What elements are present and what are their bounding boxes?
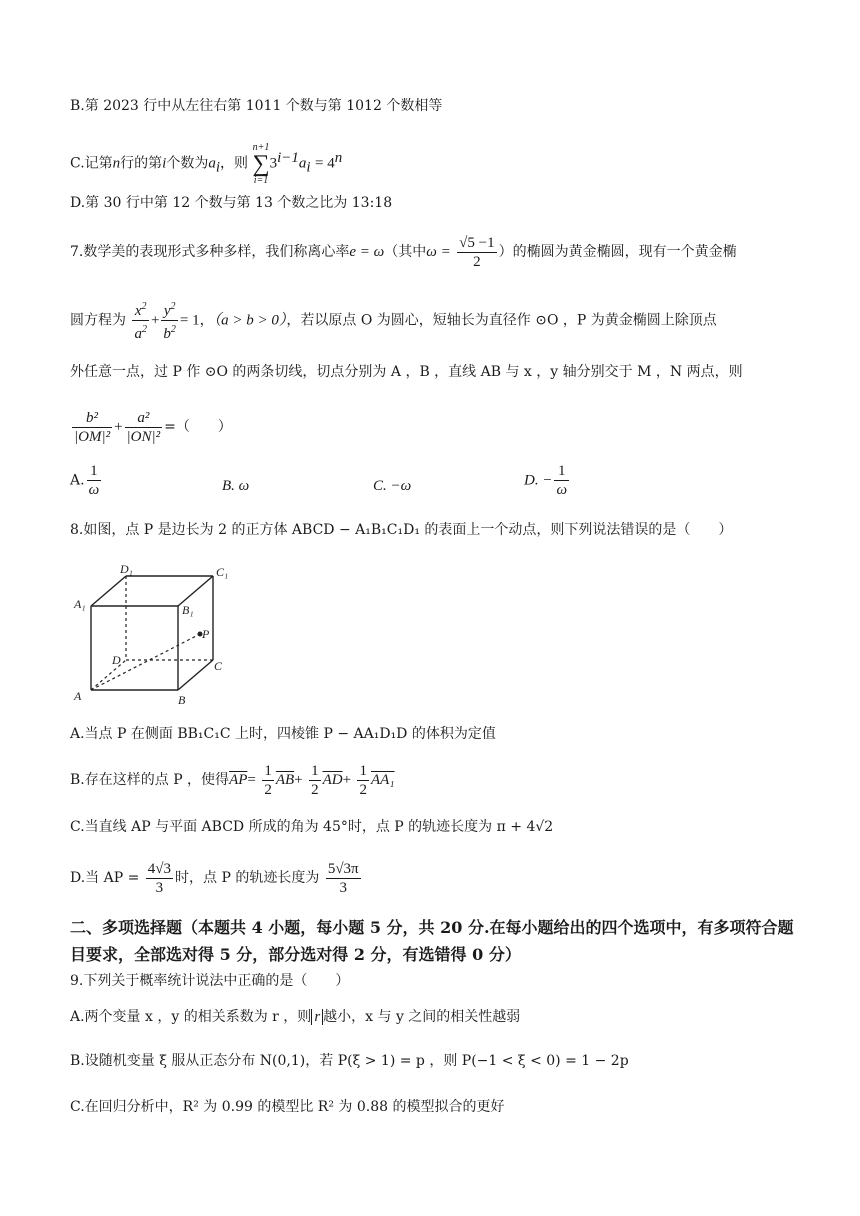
- section-heading-multiple-choice: 二、多项选择题（本题共 4 小题，每小题 5 分，共 20 分.在每小题给出的四个选项中，有多项符合题目要求，全部选对得 5 分，部分选对得 2 分，有选错得 0 分）: [70, 918, 794, 964]
- b2-over-om2: $\frac{\text{b²}}{\text{|OM|²}}$: [74, 409, 111, 445]
- label-c: C: [214, 659, 223, 673]
- q8-stem: 8.如图，点 P 是边长为 2 的正方体 ABCD − A₁B₁C₁D₁ 的表面上一个动点，则下列说法错误的是（ ）: [70, 522, 733, 538]
- label-p: P: [202, 627, 210, 641]
- q7-stem-line3: 外任意一点，过 P 作 ⊙O 的两条切线，切点分别为 A ，B ，直线 AB 与 x ，y 轴分别交于 M ，N 两点，则: [70, 364, 743, 380]
- q9-option-a: A.两个变量 x ，y 的相关系数为 r ，则 r 越小，x 与 y 之间的相关性越弱: [70, 1009, 521, 1025]
- label-c1: C₁: [216, 565, 229, 579]
- q6-option-d: D.第 30 行中第 12 个数与第 13 个数之比为 13:18: [70, 195, 393, 211]
- golden-ratio-fraction: $\frac{√5 -1}{2}$: [459, 234, 495, 270]
- q9-option-c: C.在回归分析中，R² 为 0.99 的模型比 R² 为 0.88 的模型拟合的更好: [70, 1099, 505, 1115]
- q7-option-c: C. −ω: [373, 478, 412, 494]
- y-squared-over-b-squared: $\frac{y^2}{b^2}$: [161, 298, 178, 343]
- label-a: A: [74, 689, 82, 703]
- summation-symbol: n+1 ∑ i=1: [252, 141, 270, 186]
- q8-option-b: B.存在这样的点 P ，使得$\overline{AP}=$ $\frac{1}{2}$ $\overline{AB}+$ $\frac{1}{2}$ $\overline{AD}+$ $\frac{1}{2}$ AA₁: [70, 762, 395, 798]
- label-b1: B₁: [182, 603, 194, 617]
- q9-stem: 9.下列关于概率统计说法中正确的是（ ）: [70, 973, 350, 989]
- q7-stem-line1: 7.数学美的表现形式多种多样，我们称离心率e = ω（其中ω = $\frac{√5 -1}{2}$ ）的椭圆为黄金椭圆，现有一个黄金椭: [70, 234, 737, 270]
- q7-option-d: D. − $\frac{1}{\omega}$: [524, 463, 568, 498]
- q8-option-c: C.当直线 AP 与平面 ABCD 所成的角为 45°时，点 P 的轨迹长度为 π + 4√2: [70, 819, 554, 835]
- label-d1: D₁: [120, 562, 133, 576]
- label-b: B: [178, 693, 186, 707]
- q7-stem-line4: $\frac{\text{b²}}{\text{|OM|²}}$ + $\frac{\text{a²}}{\text{|ON|²}}$ =（ ）: [74, 409, 232, 445]
- a2-over-on2: $\frac{\text{a²}}{\text{|ON|²}}$: [126, 409, 161, 445]
- q7-option-b: B. ω: [222, 478, 250, 494]
- q8-option-d: D.当 AP = $\frac{4√3}{3}$ 时，点 P 的轨迹长度为 $\frac{5√3\pi}{3}$: [70, 860, 359, 896]
- q6-option-c: C.记第n行的第i个数为$a_i$，则 n+1 ∑ i=1 $3^{i-1}a_i = 4^n$: [70, 141, 343, 186]
- q7-option-a: A. $\frac{1}{\omega}$: [70, 463, 100, 498]
- q9-option-b: B.设随机变量 ξ 服从正态分布 N(0,1)，若 P(ξ > 1) = p ，则 P(−1 < ξ < 0) = 1 − 2p: [70, 1053, 629, 1069]
- q8-option-a: A.当点 P 在侧面 BB₁C₁C 上时，四棱锥 P − AA₁D₁D 的体积为定值: [70, 726, 496, 742]
- x-squared-over-a-squared: $\frac{x^2}{a^2}$: [132, 298, 149, 343]
- label-a1: A₁: [74, 597, 86, 611]
- q7-stem-line2: 圆方程为 $\frac{x^2}{a^2}$ + $\frac{y^2}{b^2}$ = 1，（a > b > 0），若以原点 O 为圆心，短轴长为直径作 ⊙O ，P 为黄金椭圆上除顶点: [70, 298, 717, 343]
- q6-option-b: B.第 2023 行中从左往右第 1011 个数与第 1012 个数相等: [70, 98, 443, 114]
- cube-figure: [70, 562, 242, 710]
- label-d: D: [112, 653, 121, 667]
